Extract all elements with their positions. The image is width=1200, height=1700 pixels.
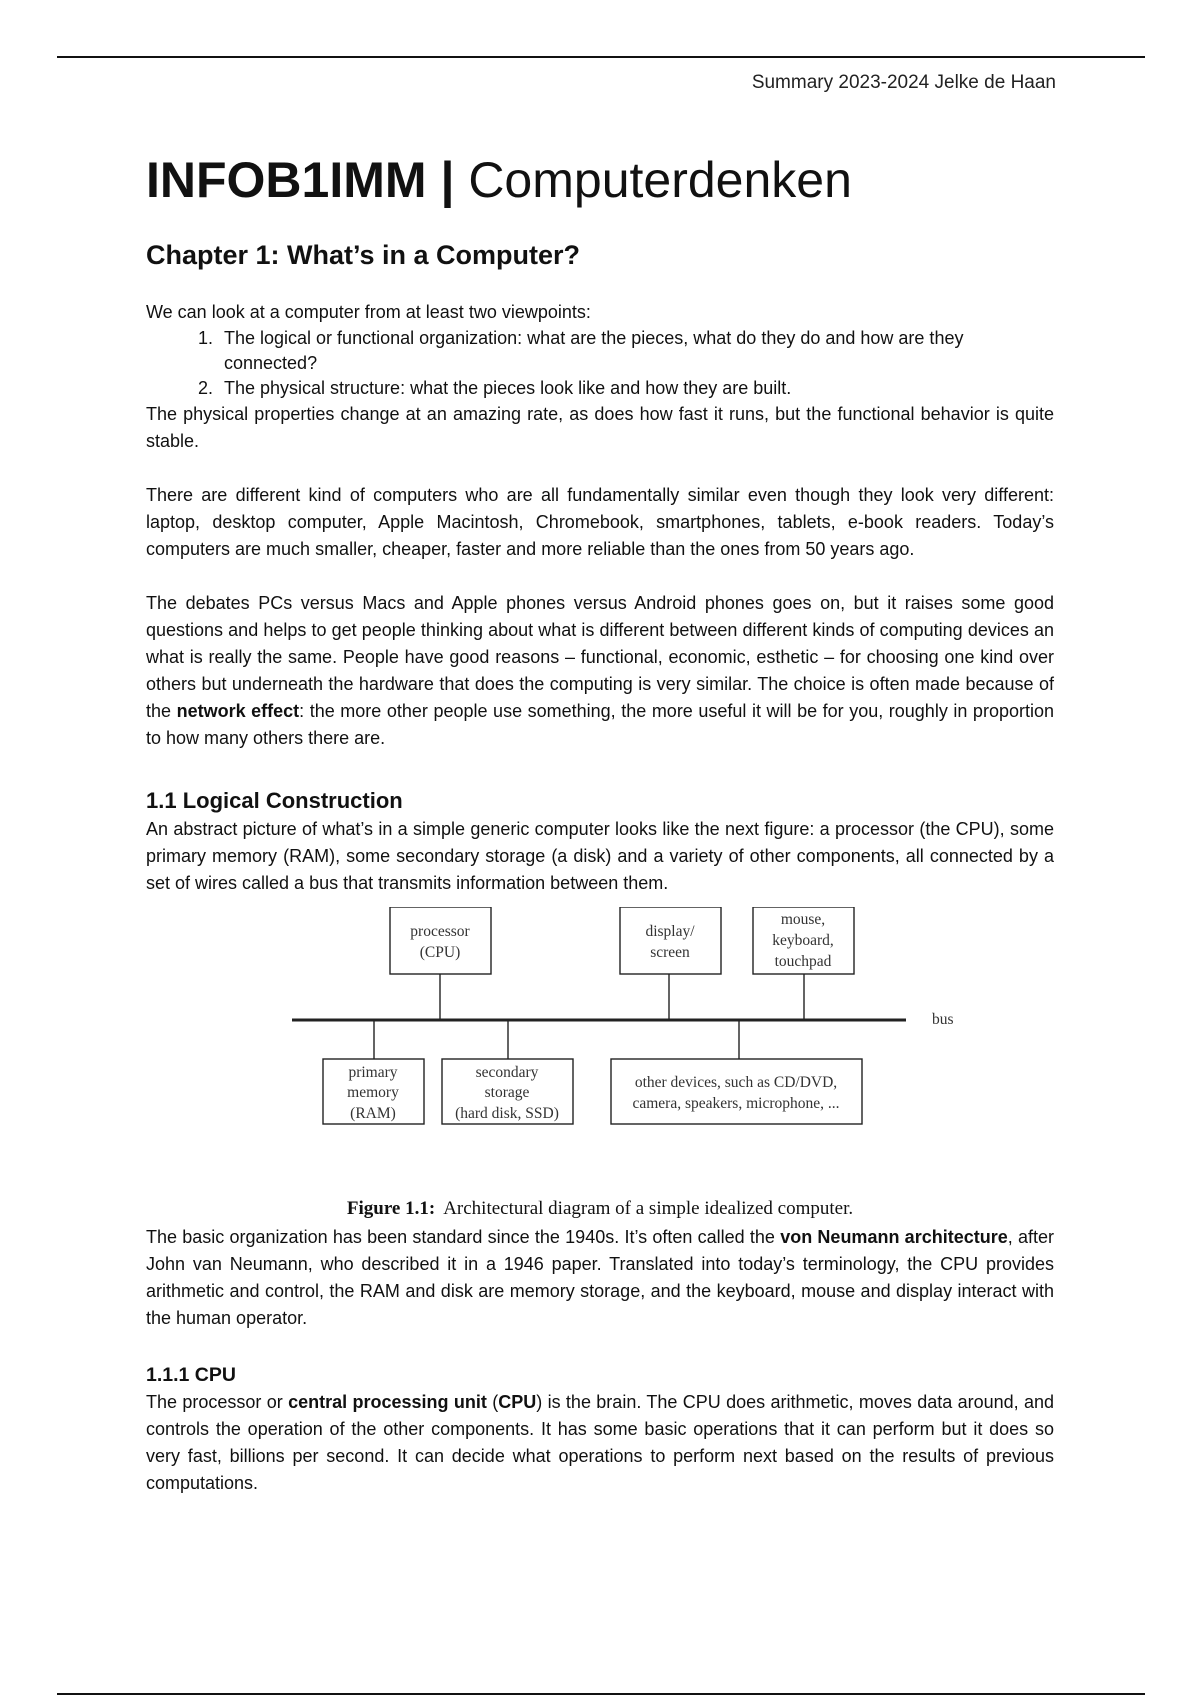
label-ram-2: memory [347, 1084, 399, 1101]
caption-label: Figure 1.1: [346, 1198, 436, 1219]
term-central-processing-unit: central processing unit [288, 1392, 487, 1412]
paragraph-debates: The debates PCs versus Macs and Apple phones versus Android phones goes on, but it raises some good questions and helps to get people thinking about what is different between different kinds of computing devices an what is really the same. People have good reasons – functional, economic, esthetic – for choosing one kind over others but underneath the hardware that does the computing is very similar. The choice is often made because of the network effect: the more other people use something, the more useful it will be for you, roughly in proportion to how many others there are. [146, 593, 1054, 748]
chapter-heading: Chapter 1: What’s in a Computer? [146, 240, 581, 270]
bus-label: bus [932, 1011, 954, 1028]
label-other-2: camera, speakers, microphone, ... [632, 1095, 840, 1112]
top-rule [57, 56, 1145, 58]
label-storage-1: secondary [475, 1064, 539, 1081]
course-name: Computerdenken [468, 152, 852, 208]
bottom-rule [57, 1693, 1145, 1695]
viewpoints-list [146, 326, 1054, 401]
term-cpu: CPU [498, 1392, 537, 1412]
paragraph-von-neumann: The basic organization has been standard since the 1940s. It’s often called the von Neumann architecture, after John van Neumann, who described it in a 1946 paper. Translated into today’s terminology, the CPU provides arithmetic and control, the RAM and disk are memory storage, and the keyboard, mouse and display interact with the human operator. [146, 1227, 1054, 1328]
label-input-1: mouse, [780, 911, 826, 928]
label-ram-1: primary [348, 1064, 398, 1081]
label-cpu-1: processor [410, 923, 470, 940]
term-network-effect: network effect [176, 701, 300, 721]
label-storage-2: storage [484, 1084, 530, 1101]
list-item: 1. The logical or functional organization: what are the pieces, what do they do and how are they connected? [218, 326, 1054, 376]
label-cpu-2: (CPU) [419, 944, 461, 961]
label-input-3: touchpad [774, 953, 832, 970]
architecture-figure [146, 907, 1054, 1192]
paragraph-cpu: The processor or central processing unit (CPU) is the brain. The CPU does arithmetic, moves data around, and controls the operation of the other components. It has some basic operations that it can perform but it does so very fast, billions per second. It can decide what operations to perform next based on the results of previous computations. [146, 1392, 1055, 1493]
paragraph-logical-construction: An abstract picture of what’s in a simple generic computer looks like the next figure: a processor (the CPU), some primary memory (RAM), some secondary storage (a disk) and a variety of other components, all connected by a set of wires called a bus that transmits information between them. [146, 819, 1054, 893]
architecture-diagram [146, 907, 1054, 1192]
page-title [146, 145, 1054, 215]
intro-lead: We can look at a computer from at least two viewpoints: [146, 302, 591, 322]
figure-caption [146, 1198, 1054, 1220]
label-ram-3: (RAM) [350, 1105, 396, 1122]
intro-after: The physical properties change at an amazing rate, as does how fast it runs, but the functional behavior is quite stable. [146, 404, 1054, 451]
term-von-neumann: von Neumann architecture [780, 1227, 1008, 1247]
label-display-1: display/ [645, 923, 695, 940]
document-body [146, 145, 1054, 1497]
course-code: INFOB1IMM [146, 152, 427, 208]
box-display [620, 907, 721, 974]
page-header: Summary 2023-2024 Jelke de Haan [751, 72, 1056, 93]
label-other-1: other devices, such as CD/DVD, [634, 1074, 838, 1091]
label-storage-3: (hard disk, SSD) [455, 1105, 559, 1122]
label-display-2: screen [650, 944, 690, 961]
label-input-2: keyboard, [772, 932, 834, 949]
caption-text: Architectural diagram of a simple idealized computer. [443, 1198, 854, 1219]
paragraph-computer-kinds: There are different kind of computers who are all fundamentally similar even though they look very different: laptop, desktop computer, Apple Macintosh, Chromebook, smartphones, tablets, e-book readers. Today’s computers are much smaller, cheaper, faster and more reliable than the ones from 50 years ago. [146, 485, 1054, 559]
section-heading-1-1-1: 1.1.1 CPU [146, 1364, 236, 1386]
box-cpu [390, 907, 491, 974]
box-other [611, 1059, 862, 1124]
section-heading-1-1: 1.1 Logical Construction [146, 788, 403, 813]
list-item: 2. The physical structure: what the pieces look like and how they are built. [218, 376, 1054, 401]
title-separator: | [426, 152, 469, 208]
